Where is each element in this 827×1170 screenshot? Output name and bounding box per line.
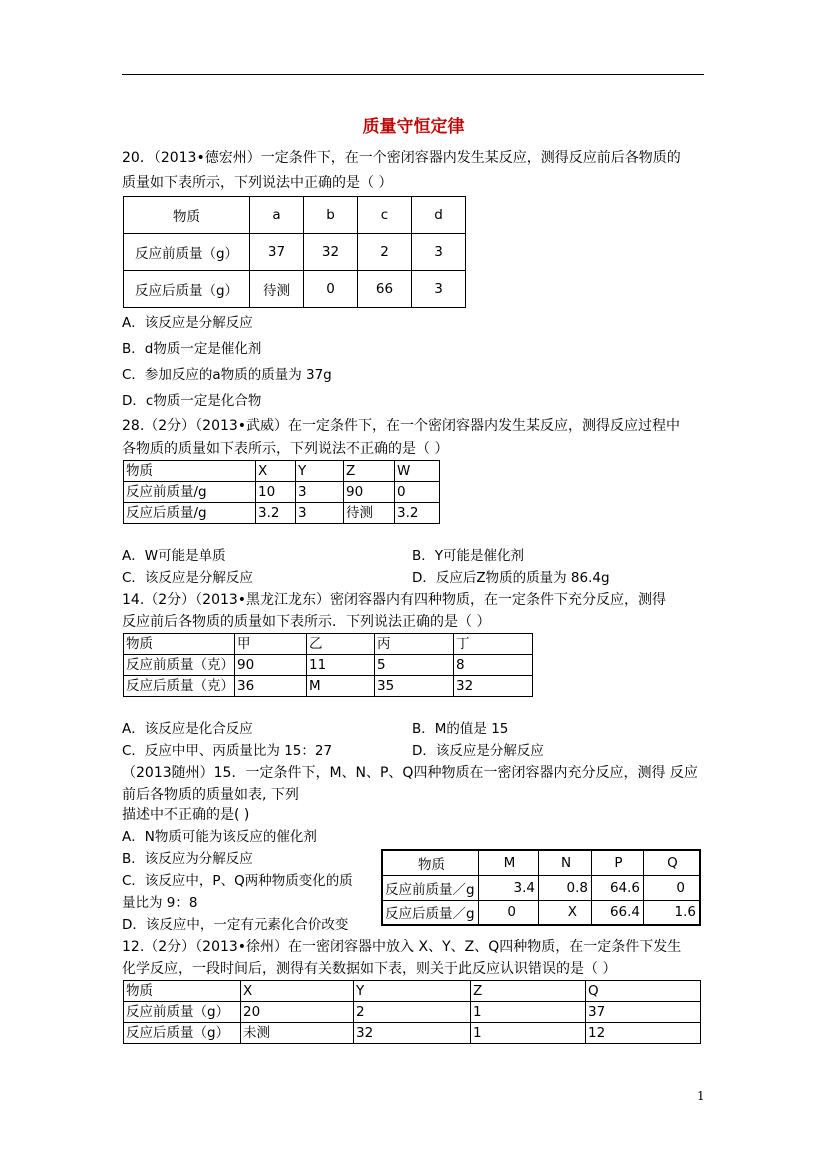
q28-table: [123, 460, 440, 524]
table-cell: 甲: [235, 634, 307, 655]
table-cell: M: [479, 850, 539, 875]
table-cell: 3: [296, 503, 344, 524]
table-cell: b: [304, 197, 358, 234]
table-cell: 反应前质量／g: [382, 875, 479, 900]
table-cell: 90: [344, 482, 395, 503]
table-row: [124, 503, 440, 524]
table-cell: 未测: [241, 1023, 354, 1044]
table-cell: Q: [586, 981, 701, 1002]
table-cell: Z: [344, 461, 395, 482]
q15-stem-line3: 描述中不正确的是( ): [122, 807, 250, 823]
q15-table: [381, 849, 701, 926]
table-cell: X: [241, 981, 354, 1002]
q20-option-d: D．c物质一定是化合物: [122, 393, 262, 409]
table-cell: 36: [235, 676, 307, 697]
table-row: [124, 482, 440, 503]
table-cell: 3.4: [479, 875, 539, 900]
table-cell: c: [358, 197, 412, 234]
table-cell: 物质: [124, 634, 235, 655]
q28-option-c: C．该反应是分解反应: [122, 570, 253, 586]
table-cell: 反应前质量（g）: [124, 234, 250, 271]
q14-stem-line1: 14.（2分）（2013•黑龙江龙东）密闭容器内有四种物质，在一定条件下充分反应，测得: [122, 592, 667, 608]
table-cell: 37: [586, 1002, 701, 1023]
q28-stem-line2: 各物质的质量如下表所示，下列说法不正确的是（ ）: [122, 441, 449, 457]
table-row: [124, 981, 701, 1002]
table-cell: 反应后质量/g: [124, 503, 256, 524]
q28-stem-line1: 28.（2分）（2013•武威）在一定条件下，在一个密闭容器内发生某反应，测得反应过程中: [122, 418, 681, 434]
table-row: [382, 850, 700, 875]
page-number: 1: [697, 1089, 705, 1103]
table-cell: 反应前质量（g）: [124, 1002, 241, 1023]
table-cell: 1: [471, 1002, 586, 1023]
table-cell: 物质: [124, 197, 250, 234]
table-cell: 待测: [250, 271, 304, 308]
table-cell: 32: [454, 676, 533, 697]
table-row: [124, 655, 533, 676]
table-cell: 2: [354, 1002, 471, 1023]
table-row: [124, 1002, 701, 1023]
table-cell: 待测: [344, 503, 395, 524]
table-cell: 32: [354, 1023, 471, 1044]
q28-option-b: B．Y可能是催化剂: [412, 548, 525, 564]
q14-option-c: C．反应中甲、丙质量比为 15：27: [122, 743, 333, 759]
q20-option-b: B．d物质一定是催化剂: [122, 341, 262, 357]
table-cell: 3.2: [395, 503, 440, 524]
q15-stem-line1: （2013随州）15．一定条件下，M、N、P、Q四种物质在一密闭容器内充分反应，测得 反应: [122, 765, 698, 781]
table-cell: Q: [644, 850, 701, 875]
table-cell: W: [395, 461, 440, 482]
table-cell: 反应后质量（g）: [124, 1023, 241, 1044]
table-cell: 66: [358, 271, 412, 308]
table-cell: 12: [586, 1023, 701, 1044]
page-title: 质量守恒定律: [362, 117, 465, 137]
table-row: [124, 634, 533, 655]
table-cell: Y: [296, 461, 344, 482]
table-cell: 反应后质量（克）: [124, 676, 235, 697]
q15-stem-line2: 前后各物质的质量如表, 下列: [122, 787, 299, 803]
table-cell: 0: [644, 875, 701, 900]
table-row: [124, 1023, 701, 1044]
table-row: [124, 271, 466, 308]
q15-option-c: C．该反应中，P、Q两种物质变化的质: [122, 873, 353, 889]
q14-option-d: D．该反应是分解反应: [412, 743, 544, 759]
table-cell: 3: [412, 271, 466, 308]
table-cell: 反应后质量／g: [382, 900, 479, 925]
table-cell: 反应前质量（克）: [124, 655, 235, 676]
table-cell: 8: [454, 655, 533, 676]
q14-option-b: B．M的值是 15: [412, 721, 509, 737]
table-cell: 反应前质量/g: [124, 482, 256, 503]
table-cell: 3: [296, 482, 344, 503]
table-cell: 2: [358, 234, 412, 271]
table-row: [124, 197, 466, 234]
table-cell: 反应后质量（g）: [124, 271, 250, 308]
table-cell: Y: [354, 981, 471, 1002]
table-cell: a: [250, 197, 304, 234]
q15-option-c-cont: 量比为 9：8: [122, 895, 198, 911]
table-cell: M: [307, 676, 375, 697]
table-cell: 物质: [124, 981, 241, 1002]
table-cell: 0.8: [539, 875, 592, 900]
table-row: [382, 875, 700, 900]
table-cell: 1: [471, 1023, 586, 1044]
table-cell: 乙: [307, 634, 375, 655]
table-row: [124, 234, 466, 271]
q20-stem-line2: 质量如下表所示，下列说法中正确的是（ ）: [122, 175, 393, 191]
q15-option-b: B．该反应为分解反应: [122, 851, 253, 867]
table-row: [124, 461, 440, 482]
table-cell: 物质: [382, 850, 479, 875]
table-cell: 20: [241, 1002, 354, 1023]
q20-table: [123, 196, 466, 308]
table-cell: 0: [479, 900, 539, 925]
table-cell: 0: [304, 271, 358, 308]
table-cell: 3.2: [256, 503, 296, 524]
table-cell: 90: [235, 655, 307, 676]
table-cell: P: [592, 850, 644, 875]
table-row: [124, 676, 533, 697]
table-cell: Z: [471, 981, 586, 1002]
q20-option-a: A．该反应是分解反应: [122, 315, 253, 331]
table-cell: 丁: [454, 634, 533, 655]
table-cell: 10: [256, 482, 296, 503]
table-cell: 66.4: [592, 900, 644, 925]
q28-option-a: A．W可能是单质: [122, 548, 226, 564]
q14-stem-line2: 反应前后各物质的质量如下表所示．下列说法正确的是（ ）: [122, 614, 491, 630]
q20-stem-line1: 20．（2013•德宏州）一定条件下，在一个密闭容器内发生某反应，测得反应前后各物质的: [122, 150, 681, 166]
table-cell: 11: [307, 655, 375, 676]
q12-stem-line2: 化学反应，一段时间后，测得有关数据如下表，则关于此反应认识错误的是（ ）: [122, 961, 617, 977]
q14-table: [123, 633, 533, 697]
q14-option-a: A．该反应是化合反应: [122, 721, 253, 737]
table-cell: X: [539, 900, 592, 925]
table-cell: 物质: [124, 461, 256, 482]
q28-option-d: D．反应后Z物质的质量为 86.4g: [412, 570, 610, 586]
table-cell: 3: [412, 234, 466, 271]
table-cell: d: [412, 197, 466, 234]
table-cell: 0: [395, 482, 440, 503]
table-cell: N: [539, 850, 592, 875]
q12-table: [123, 980, 701, 1044]
table-cell: 1.6: [644, 900, 701, 925]
q12-stem-line1: 12.（2分）（2013•徐州）在一密闭容器中放入 X、Y、Z、Q四种物质，在一定条件下发生: [122, 939, 682, 955]
q20-option-c: C．参加反应的a物质的质量为 37g: [122, 367, 332, 383]
table-row: [382, 900, 700, 925]
header-rule: [122, 74, 704, 75]
table-cell: 丙: [375, 634, 454, 655]
table-cell: 35: [375, 676, 454, 697]
table-cell: 64.6: [592, 875, 644, 900]
q15-option-a: A．N物质可能为该反应的催化剂: [122, 829, 317, 845]
q15-option-d: D．该反应中，一定有元素化合价改变: [122, 917, 349, 933]
table-cell: 32: [304, 234, 358, 271]
table-cell: 37: [250, 234, 304, 271]
table-cell: 5: [375, 655, 454, 676]
table-cell: X: [256, 461, 296, 482]
